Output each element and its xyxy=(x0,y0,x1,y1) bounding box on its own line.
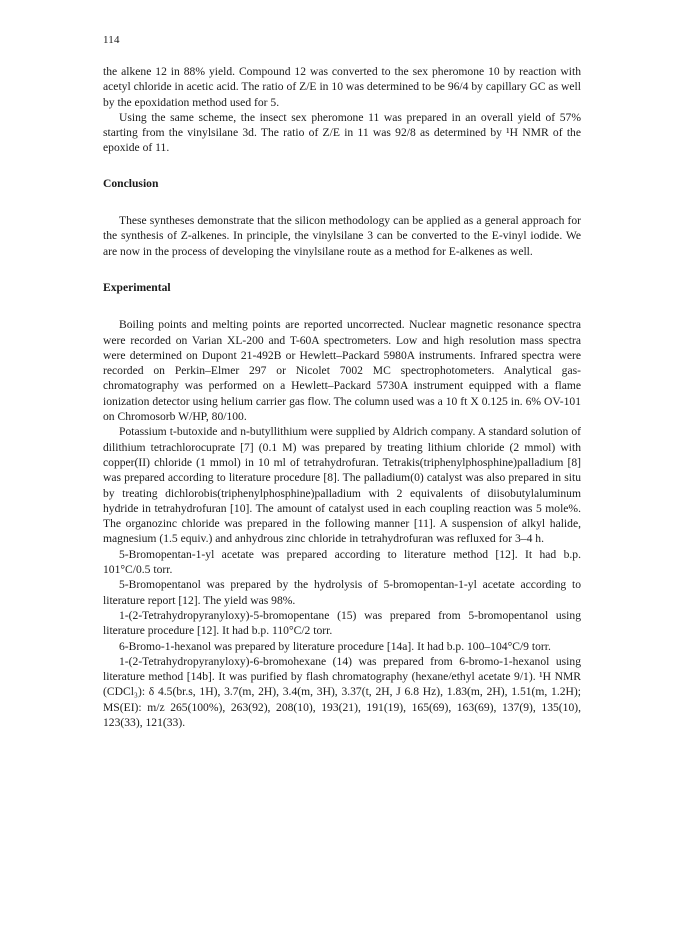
experimental-heading: Experimental xyxy=(103,280,171,294)
experimental-paragraph-2: Potassium t-butoxide and n-butyllithium were supplied by Aldrich company. A standard solution of dilithium tetrachlorocuprate [7] (0.1 M) was prepared by treating lithium chloride (2 mmol) with copper(II) chloride (1 mmol) in 10 ml of tetrahydrofuran. Tetrakis(triphenylphosphine)palladium [8] was prepared according to literature procedure [8]. The palladium(0) catalyst was also prepared in situ by treating dichlorobis(triphenylphosphine)palladium with 2 equivalents of diisobutylaluminum hydride in tetrahydrofuran [10]. The amount of catalyst used in each coupling reaction was 5 mole%. The organozinc chloride was prepared in the following manner [11]. A suspension of alkyl halide, magnesium (1.5 equiv.) and anhydrous zinc chloride in tetrahydrofuran was refluxed for 3–4 h. xyxy=(103,425,581,546)
page-number: 114 xyxy=(103,34,120,46)
experimental-paragraph-4: 5-Bromopentanol was prepared by the hydrolysis of 5-bromopentan-1-yl acetate according to literature report [12]. The yield was 98%. xyxy=(103,578,581,607)
conclusion-heading: Conclusion xyxy=(103,176,159,190)
experimental-paragraph-7: 1-(2-Tetrahydropyranyloxy)-6-bromohexane (14) was prepared from 6-bromo-1-hexanol using literature method [14b]. It was purified by flash chromatography (hexane/ethyl acetate 9/1). ¹H NMR (CDCl₃): δ 4.5(br.s, 1H), 3.7(m, 2H), 3.4(m, 3H), 3.37(t, 2H, J 6.8 Hz), 1.83(m, 2H), 1.51(m, 1.2H); MS(EI): m/z 265(100%), 263(92), 208(10), 193(21), 191(19), 165(69), 163(69), 137(9), 135(10), 123(33), 121(33). xyxy=(103,654,581,729)
intro-paragraph-2: Using the same scheme, the insect sex pheromone 11 was prepared in an overall yield of 57% starting from the vinylsilane 3d. The ratio of Z/E in 11 was 92/8 as determined by ¹H NMR of the epoxide of 11. xyxy=(103,110,581,155)
experimental-paragraph-5: 1-(2-Tetrahydropyranyloxy)-5-bromopentane (15) was prepared from 5-bromopentanol using literature procedure [12]. It had b.p. 110°C/2 torr. xyxy=(103,608,581,638)
experimental-paragraph-6: 6-Bromo-1-hexanol was prepared by literature procedure [14a]. It had b.p. 100–104°C/9 torr. xyxy=(119,639,551,653)
conclusion-paragraph: These syntheses demonstrate that the silicon methodology can be applied as a general approach for the synthesis of Z-alkenes. In principle, the vinylsilane 3 can be converted to the E-vinyl iodide. We are now in the process of developing the vinylsilane route as a method for E-alkenes as well. xyxy=(103,214,581,258)
intro-paragraph-1: the alkene 12 in 88% yield. Compound 12 was converted to the sex pheromone 10 by reaction with acetyl chloride in acetic acid. The ratio of Z/E in 10 was determined to be 96/4 by capillary GC as well by the epoxidation method used for 5. xyxy=(103,65,581,109)
text-column xyxy=(103,64,581,730)
experimental-paragraph-1: Boiling points and melting points are reported uncorrected. Nuclear magnetic resonance spectra were recorded on Varian XL-200 and T-60A spectrometers. Low and high resolution mass spectra were determined on Dupont 21-492B or Hewlett–Packard 5980A instruments. Infrared spectra were recorded on Perkin–Elmer 297 or Nicolet 7002 MC spectrophotometers. Analytical gas-chromatography was performed on a Hewlett–Packard 5730A instrument equipped with a flame ionization detector using helium carrier gas flow. The column used was a 10 ft X 0.125 in. 6% OV-101 on Chromosorb W/HP, 80/100. xyxy=(103,318,581,424)
experimental-paragraph-3: 5-Bromopentan-1-yl acetate was prepared according to literature method [12]. It had b.p. 101°C/0.5 torr. xyxy=(103,547,581,577)
